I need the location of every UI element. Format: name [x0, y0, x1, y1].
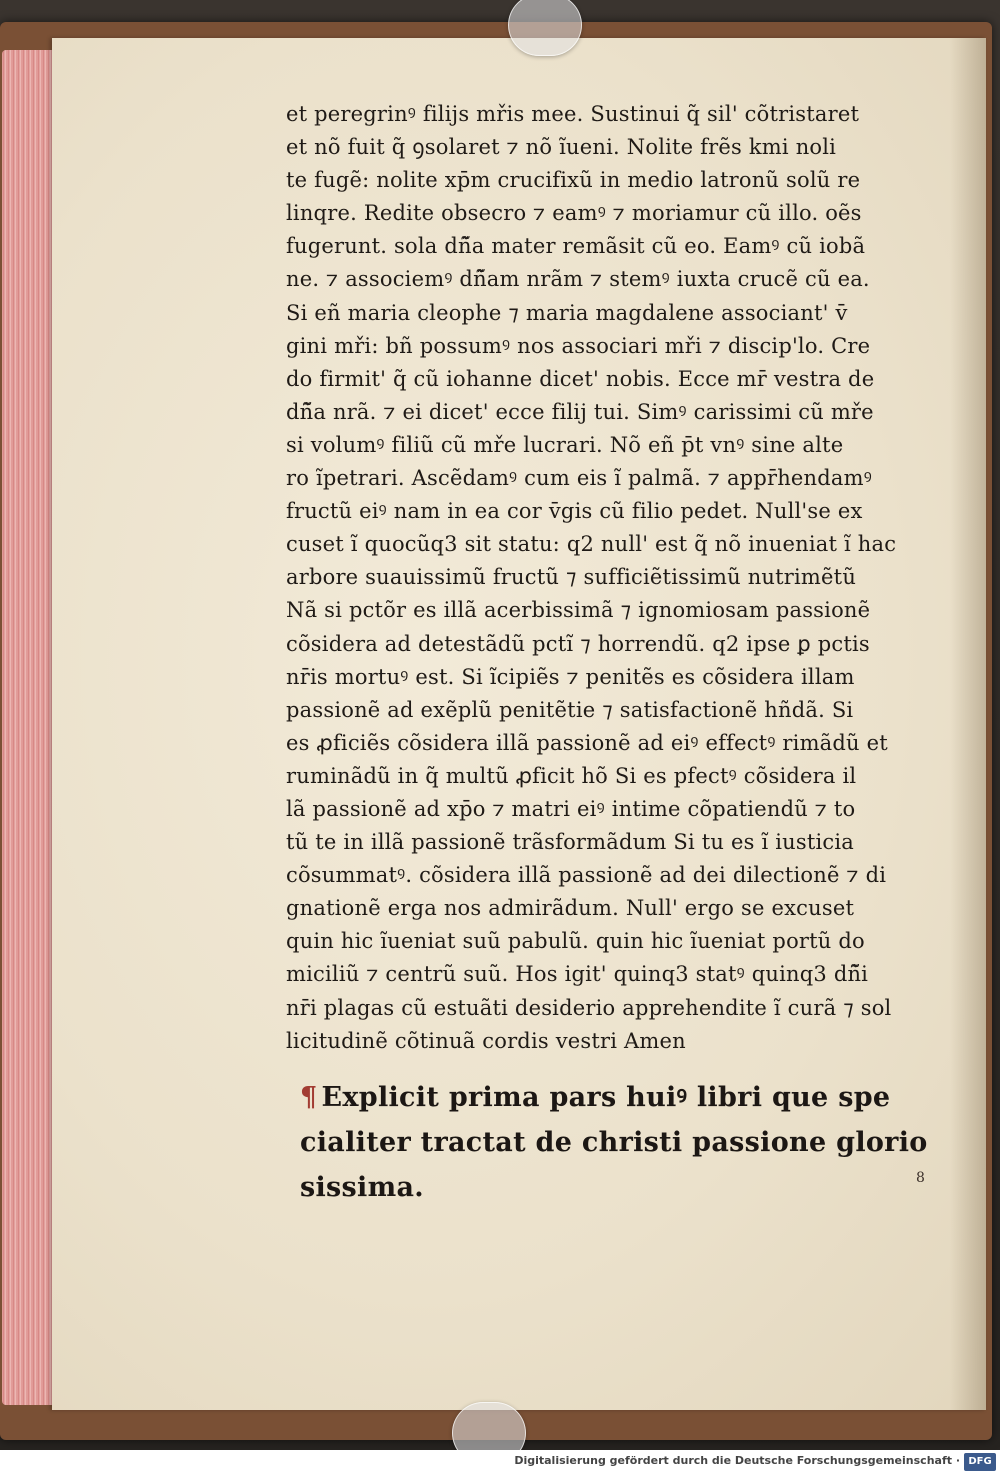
text-line: te fugẽ: nolite xp̄m crucifixũ in medio latronũ solũ re: [286, 168, 861, 193]
text-line: cõsidera ad detestãdũ pctĩ ⁊ horrendũ. q2 ipse ꝑ pctis: [286, 631, 870, 656]
pilcrow-mark: ¶: [300, 1082, 318, 1113]
text-line: do firmit' q̃ cũ iohanne dicet' nobis. Ecce mr̄ vestra de: [286, 366, 875, 391]
text-line: ro ĩpetrari. Ascẽdamꝰ cum eis ĩ palmã. ⁊ appr̄hendamꝰ: [286, 466, 872, 491]
text-line: passionẽ ad exẽplũ penitẽtie ⁊ satisfactionẽ hñdã. Si: [286, 697, 854, 722]
colophon: [300, 1075, 940, 1210]
text-line: fugerunt. sola dñ̃a mater remãsit cũ eo. Eamꝰ cũ iobã: [286, 234, 866, 259]
text-line: cõsummatꝰ. cõsidera illã passionẽ ad dei dilectionẽ ⁊ di: [286, 863, 887, 888]
text-line: ne. ⁊ associemꝰ dñ̃am nrãm ⁊ stemꝰ iuxta crucẽ cũ ea.: [286, 267, 870, 292]
colophon-line: [300, 1075, 940, 1120]
text-line: Nã si pctõr es illã acerbissimã ⁊ ignomiosam passionẽ: [286, 598, 871, 623]
text-line: dñ̃a nrã. ⁊ ei dicet' ecce filij tui. Simꝰ carissimi cũ mře: [286, 399, 874, 424]
funding-credit: Digitalisierung gefördert durch die Deutsche Forschungsgemeinschaft ·: [514, 1454, 960, 1467]
glass-clip-bottom: [452, 1402, 526, 1450]
text-line: linqre. Redite obsecro ⁊ eamꝰ ⁊ moriamur cũ illo. oẽs: [286, 201, 862, 226]
text-line: nr̄is mortuꝰ est. Si ĩcipiẽs ⁊ penitẽs es cõsidera illam: [286, 664, 855, 689]
main-text-block: [286, 98, 926, 1058]
colophon-line: cialiter tractat de christi passione glorio: [300, 1127, 928, 1158]
text-line: gini mři: bñ possumꝰ nos associari mři ⁊ discip'lo. Cre: [286, 333, 871, 358]
text-line: et nõ fuit q̃ ꝯsolaret ⁊ nõ ĩueni. Nolite frẽs kmi noli: [286, 135, 837, 160]
text-line: licitudinẽ cõtinuã cordis vestri Amen: [286, 1028, 686, 1053]
text-line: lã passionẽ ad xp̄o ⁊ matri eiꝰ intime cõpatiendũ ⁊ to: [286, 796, 856, 821]
footer-bar: [0, 1450, 1000, 1475]
text-line: quin hic ĩueniat suũ pabulũ. quin hic ĩueniat portũ do: [286, 929, 865, 954]
text-line: et peregrinꝰ filijs mřis mee. Sustinui q̃ sil' cõtristaret: [286, 102, 860, 126]
text-line: tũ te in illã passionẽ trãsformãdum Si tu es ĩ iusticia: [286, 830, 855, 855]
text-line: Si eñ maria cleophe ⁊ maria magdalene associant' v̄: [286, 300, 848, 325]
text-line: cuset ĩ quocũq3 sit statu: q2 null' est q̃ nõ inueniat ĩ hac: [286, 532, 897, 557]
signature-mark: 8: [916, 1170, 925, 1186]
page-gutter: [950, 38, 986, 1410]
text-line: es ꝓficiẽs cõsidera illã passionẽ ad eiꝰ effectꝰ rimãdũ et: [286, 730, 888, 755]
dfg-logo: DFG: [964, 1453, 996, 1471]
text-line: gnationẽ erga nos admirãdum. Null' ergo se excuset: [286, 896, 855, 921]
colophon-line: sissima.: [300, 1172, 424, 1203]
text-line: arbore suauissimũ fructũ ⁊ sufficiẽtissimũ nutrimẽtũ: [286, 565, 857, 590]
text-line: ruminãdũ in q̃ multũ ꝓficit hõ Si es pfectꝰ cõsidera il: [286, 763, 857, 788]
glass-clip-top: [508, 0, 582, 56]
text-line: miciliũ ⁊ centrũ suũ. Hos igit' quinq3 statꝰ quinq3 dñ̃i: [286, 962, 869, 987]
text-line: nr̄i plagas cũ estuãti desiderio apprehendite ĩ curã ⁊ sol: [286, 995, 892, 1020]
text-line: fructũ eiꝰ nam in ea cor v̄gis cũ filio pedet. Null'se ex: [286, 499, 863, 524]
text-line: si volumꝰ filiũ cũ mře lucrari. Nõ eñ p̄t vnꝰ sine alte: [286, 432, 844, 457]
colophon-text: Explicit prima pars huiꝰ libri que spe: [321, 1082, 891, 1113]
